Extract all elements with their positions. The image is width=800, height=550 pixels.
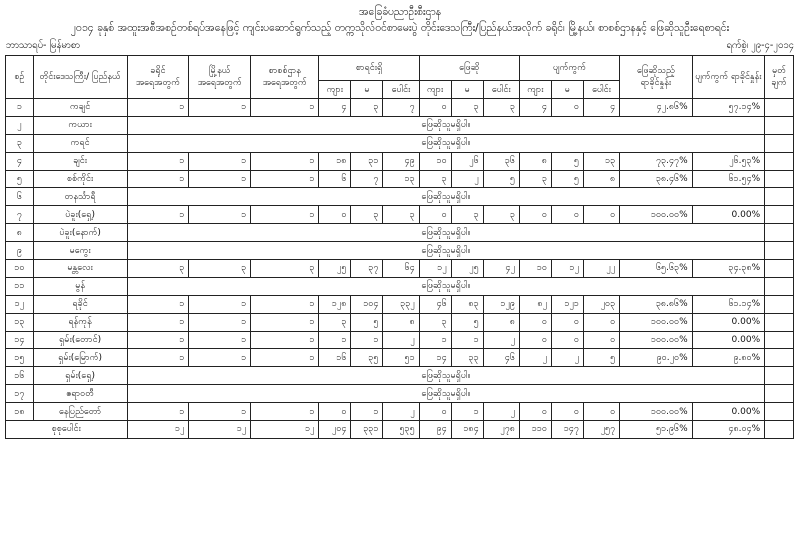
row-remark — [765, 188, 794, 206]
row-ab-t: ၀ — [583, 313, 619, 331]
row-a-m: ၀ — [419, 99, 451, 117]
row-sr: ၈ — [6, 224, 34, 242]
row-township: ၁ — [189, 152, 251, 170]
row-r-f: ၃၅ — [351, 349, 383, 367]
row-remark — [765, 367, 794, 385]
row-ab-m: ၀ — [519, 403, 551, 421]
row-a-f: ၃ — [451, 206, 483, 224]
row-a-f: ၁ — [451, 331, 483, 349]
row-abp: 0.00% — [692, 313, 765, 331]
row-r-t: ၈ — [383, 313, 419, 331]
no-candidates-note: ဖြေဆိုသူမရှိပါ။ — [127, 134, 765, 152]
total-center: ၁၂ — [251, 421, 319, 439]
document-header — [5, 4, 795, 36]
row-district: ၁ — [127, 349, 189, 367]
row-sr: ၁ — [6, 99, 34, 117]
row-r-t: ၄၉ — [383, 152, 419, 170]
row-township: ၁ — [189, 295, 251, 313]
row-r-f: ၃၁ — [351, 152, 383, 170]
row-sr: ၁၁ — [6, 277, 34, 295]
row-ap: ၃၈.၈၆% — [620, 295, 693, 313]
row-remark — [765, 242, 794, 260]
col-abs-total: ပေါင်း — [583, 81, 619, 99]
row-r-m: ၀ — [319, 206, 351, 224]
table-row — [6, 277, 794, 295]
table-row — [6, 152, 794, 170]
row-ab-f: ၀ — [551, 206, 583, 224]
row-remark — [765, 295, 794, 313]
row-ap: ၄၂.၈၆% — [620, 99, 693, 117]
row-a-f: ၂ — [451, 170, 483, 188]
row-r-t: ၂ — [383, 331, 419, 349]
col-center: စာစစ်ဌာန အရေအတွက် — [251, 56, 319, 99]
row-region: ကချင် — [33, 99, 127, 117]
row-r-t: ၂ — [383, 403, 419, 421]
col-reg-male: ကျား — [319, 81, 351, 99]
total-abp: ၄၈.၀၄% — [692, 421, 765, 439]
row-district: ၁ — [127, 295, 189, 313]
row-remark — [765, 170, 794, 188]
table-row — [6, 224, 794, 242]
row-abp: ၅၇.၁၄% — [692, 99, 765, 117]
col-absent-pct: ပျက်ကွက် ရာခိုင်နှုန်း — [692, 56, 765, 99]
row-ap: ၁၀၀.၀၀% — [620, 206, 693, 224]
row-a-m: ၄၆ — [419, 295, 451, 313]
row-remark — [765, 206, 794, 224]
table-row — [6, 134, 794, 152]
row-region: ဧရာဝတီ — [33, 385, 127, 403]
row-ab-m: ၀ — [519, 313, 551, 331]
table-row — [6, 403, 794, 421]
row-remark — [765, 116, 794, 134]
statistics-table — [5, 55, 794, 439]
document-title: ၂၀၁၄ ခုနှစ် အထူးအစီအစဉ်တစ်ရပ်အနေဖြင့် ကျင်းပဆောင်ရွက်သည့် တက္ကသိုလ်ဝင်စာမေးပွဲ တိုင်းဒေသကြီး/ပြည်နယ်အလိုက် ခရိုင်၊ မြို့နယ်၊ စာစစ်ဌာနနှင့် ဖြေဆိုသူဦးရေစာရင်း — [70, 22, 730, 34]
row-ab-m: ၄ — [519, 99, 551, 117]
row-remark — [765, 260, 794, 278]
col-attend-pct: ဖြေဆိုသည့် ရာခိုင်နှုန်း — [620, 56, 693, 99]
row-a-t: ၄၂ — [483, 260, 519, 278]
row-ab-m: ၀ — [519, 331, 551, 349]
table-row — [6, 295, 794, 313]
row-r-t: ၁၃ — [383, 170, 419, 188]
row-r-m: ၆ — [319, 170, 351, 188]
row-sr: ၁၃ — [6, 313, 34, 331]
row-region: ပဲခူး(ရှေ့) — [33, 206, 127, 224]
row-region: ရန်ကုန် — [33, 313, 127, 331]
total-r-m: ၂၀၄ — [319, 421, 351, 439]
row-a-t: ၄၆ — [483, 349, 519, 367]
row-sr: ၇ — [6, 206, 34, 224]
no-candidates-note: ဖြေဆိုသူမရှိပါ။ — [127, 385, 765, 403]
table-row — [6, 206, 794, 224]
row-a-t: ၈ — [483, 313, 519, 331]
table-row — [6, 260, 794, 278]
row-r-f: ၇ — [351, 170, 383, 188]
no-candidates-note: ဖြေဆိုသူမရှိပါ။ — [127, 242, 765, 260]
col-registered: စာရင်းရှိ — [319, 56, 419, 81]
row-ap: ၁၀၀.၀၀% — [620, 313, 693, 331]
row-a-m: ၀ — [419, 206, 451, 224]
row-region: ချင်း — [33, 152, 127, 170]
row-center: ၁ — [251, 170, 319, 188]
row-district: ၁ — [127, 206, 189, 224]
row-district: ၁ — [127, 170, 189, 188]
row-remark — [765, 331, 794, 349]
row-ab-t: ၀ — [583, 331, 619, 349]
row-r-f: ၃ — [351, 99, 383, 117]
total-label: စုစုပေါင်း — [6, 421, 128, 439]
row-region: နေပြည်တော် — [33, 403, 127, 421]
row-center: ၁ — [251, 313, 319, 331]
col-region: တိုင်းဒေသကြီး/ ပြည်နယ် — [33, 56, 127, 99]
total-district: ၁၂ — [127, 421, 189, 439]
table-row — [6, 385, 794, 403]
row-r-t: ၇ — [383, 99, 419, 117]
total-ab-m: ၁၁၀ — [519, 421, 551, 439]
row-region: မန္တလေး — [33, 260, 127, 278]
row-ab-t: ၀ — [583, 403, 619, 421]
row-township: ၁ — [189, 170, 251, 188]
row-abp: 0.00% — [692, 206, 765, 224]
row-region: စစ်ကိုင်း — [33, 170, 127, 188]
row-abp: 0.00% — [692, 403, 765, 421]
row-a-m: ၃ — [419, 170, 451, 188]
col-att-total: ပေါင်း — [483, 81, 519, 99]
row-a-t: ၃ — [483, 206, 519, 224]
row-a-f: ၃ — [451, 99, 483, 117]
row-ab-f: ၁၂ — [551, 260, 583, 278]
row-sr: ၅ — [6, 170, 34, 188]
row-region: မကွေး — [33, 242, 127, 260]
row-abp: ၉.၈၀% — [692, 349, 765, 367]
row-region: ရှမ်း(တောင်) — [33, 331, 127, 349]
row-district: ၁ — [127, 403, 189, 421]
col-sr: စဉ် — [6, 56, 34, 99]
row-remark — [765, 349, 794, 367]
row-a-f: ၅ — [451, 313, 483, 331]
row-ab-f: ၀ — [551, 403, 583, 421]
total-ab-t: ၂၅၇ — [583, 421, 619, 439]
row-ab-m: ၈၂ — [519, 295, 551, 313]
row-abp: ၆၁.၁၄% — [692, 295, 765, 313]
row-a-t: ၁၂၉ — [483, 295, 519, 313]
row-a-m: ၀ — [419, 403, 451, 421]
row-region: တနင်္သာရီ — [33, 188, 127, 206]
row-remark — [765, 99, 794, 117]
row-region: ရှမ်း(ရှေ့) — [33, 367, 127, 385]
row-ap: ၁၀၀.၀၀% — [620, 403, 693, 421]
row-a-f: ၈၃ — [451, 295, 483, 313]
row-a-m: ၃ — [419, 313, 451, 331]
row-r-f: ၅ — [351, 313, 383, 331]
row-ap: ၃၈.၄၆% — [620, 170, 693, 188]
col-abs-female: မ — [551, 81, 583, 99]
row-ab-f: ၅ — [551, 170, 583, 188]
table-row — [6, 313, 794, 331]
row-ab-t: ၂၀၃ — [583, 295, 619, 313]
row-ap: ၇၃.၄၇% — [620, 152, 693, 170]
row-remark — [765, 385, 794, 403]
row-sr: ၂ — [6, 116, 34, 134]
row-ab-f: ၀ — [551, 99, 583, 117]
row-r-t: ၆၄ — [383, 260, 419, 278]
total-remark — [765, 421, 794, 439]
row-township: ၃ — [189, 260, 251, 278]
row-district: ၃ — [127, 260, 189, 278]
total-a-m: ၉၄ — [419, 421, 451, 439]
row-township: ၁ — [189, 349, 251, 367]
row-ab-t: ၂၂ — [583, 260, 619, 278]
row-region: မွန် — [33, 277, 127, 295]
row-center: ၁ — [251, 99, 319, 117]
row-remark — [765, 313, 794, 331]
row-r-t: ၃ — [383, 206, 419, 224]
row-r-f: ၃ — [351, 206, 383, 224]
col-att-female: မ — [451, 81, 483, 99]
row-sr: ၁၇ — [6, 385, 34, 403]
table-row — [6, 367, 794, 385]
table-row — [6, 170, 794, 188]
row-center: ၁ — [251, 152, 319, 170]
row-ab-t: ၅ — [583, 349, 619, 367]
table-row — [6, 116, 794, 134]
row-ab-f: ၀ — [551, 331, 583, 349]
row-township: ၁ — [189, 99, 251, 117]
row-a-t: ၂ — [483, 331, 519, 349]
no-candidates-note: ဖြေဆိုသူမရှိပါ။ — [127, 188, 765, 206]
row-ab-m: ၀ — [519, 206, 551, 224]
col-district: ခရိုင် အရေအတွက် — [127, 56, 189, 99]
row-sr: ၄ — [6, 152, 34, 170]
row-r-t: ၅၁ — [383, 349, 419, 367]
row-sr: ၉ — [6, 242, 34, 260]
col-reg-total: ပေါင်း — [383, 81, 419, 99]
row-r-m: ၃ — [319, 313, 351, 331]
row-district: ၁ — [127, 331, 189, 349]
row-district: ၁ — [127, 152, 189, 170]
row-r-m: ၄ — [319, 99, 351, 117]
row-a-t: ၃ — [483, 99, 519, 117]
row-region: ကရင် — [33, 134, 127, 152]
row-center: ၁ — [251, 403, 319, 421]
row-region: ရှမ်း(မြောက်) — [33, 349, 127, 367]
no-candidates-note: ဖြေဆိုသူမရှိပါ။ — [127, 224, 765, 242]
row-a-f: ၂၅ — [451, 260, 483, 278]
col-attended: ဖြေဆို — [419, 56, 519, 81]
row-remark — [765, 403, 794, 421]
row-ap: ၉၀.၂၀% — [620, 349, 693, 367]
row-abp: 0.00% — [692, 331, 765, 349]
table-body — [6, 99, 794, 439]
row-center: ၁ — [251, 349, 319, 367]
row-ab-t: ၄ — [583, 99, 619, 117]
row-ab-f: ၀ — [551, 313, 583, 331]
row-r-m: ၁၂၈ — [319, 295, 351, 313]
row-center: ၁ — [251, 295, 319, 313]
total-a-f: ၁၈၄ — [451, 421, 483, 439]
row-a-t: ၃၆ — [483, 152, 519, 170]
row-sr: ၁၆ — [6, 367, 34, 385]
row-center: ၃ — [251, 260, 319, 278]
row-abp: ၃၄.၃၈% — [692, 260, 765, 278]
row-remark — [765, 134, 794, 152]
row-sr: ၁၈ — [6, 403, 34, 421]
row-a-m: ၁၄ — [419, 349, 451, 367]
row-r-m: ၁၆ — [319, 349, 351, 367]
row-r-m: ၁၈ — [319, 152, 351, 170]
col-abs-male: ကျား — [519, 81, 551, 99]
col-remark: မှတ် ချက် — [765, 56, 794, 99]
row-r-f: ၃၇ — [351, 260, 383, 278]
row-a-m: ၁၀ — [419, 152, 451, 170]
row-township: ၁ — [189, 313, 251, 331]
row-center: ၁ — [251, 206, 319, 224]
row-a-t: ၅ — [483, 170, 519, 188]
row-r-f: ၁၀၄ — [351, 295, 383, 313]
total-a-t: ၂၇၈ — [483, 421, 519, 439]
row-a-m: ၁ — [419, 331, 451, 349]
no-candidates-note: ဖြေဆိုသူမရှိပါ။ — [127, 277, 765, 295]
row-r-f: ၁ — [351, 403, 383, 421]
row-abp: ၂၆.၅၃% — [692, 152, 765, 170]
table-row — [6, 99, 794, 117]
org-name: အခြေခံပညာဦးစီးဌာန — [358, 6, 442, 18]
total-r-f: ၃၃၁ — [351, 421, 383, 439]
row-sr: ၃ — [6, 134, 34, 152]
col-absent: ပျက်ကွက် — [519, 56, 619, 81]
table-row — [6, 331, 794, 349]
table-row — [6, 349, 794, 367]
col-reg-female: မ — [351, 81, 383, 99]
total-ap: ၅၁.၉၆% — [620, 421, 693, 439]
row-district: ၁ — [127, 313, 189, 331]
total-r-t: ၅၃၅ — [383, 421, 419, 439]
subject-label: ဘာသာရပ်- မြန်မာစာ — [6, 40, 80, 51]
table-row — [6, 188, 794, 206]
row-township: ၁ — [189, 403, 251, 421]
row-district: ၁ — [127, 99, 189, 117]
row-ab-m: ၁၀ — [519, 260, 551, 278]
row-ab-t: ၁၃ — [583, 152, 619, 170]
no-candidates-note: ဖြေဆိုသူမရှိပါ။ — [127, 367, 765, 385]
row-a-f: ၃၃ — [451, 349, 483, 367]
total-row — [6, 421, 794, 439]
table-header — [6, 56, 794, 99]
row-township: ၁ — [189, 331, 251, 349]
total-township: ၁၂ — [189, 421, 251, 439]
col-att-male: ကျား — [419, 81, 451, 99]
row-remark — [765, 277, 794, 295]
row-ab-m: ၈ — [519, 152, 551, 170]
row-ab-f: ၅ — [551, 152, 583, 170]
row-abp: ၆၁.၅၄% — [692, 170, 765, 188]
row-a-m: ၁၂ — [419, 260, 451, 278]
row-sr: ၁၄ — [6, 331, 34, 349]
table-row — [6, 242, 794, 260]
col-township: မြို့နယ် အရေအတွက် — [189, 56, 251, 99]
row-a-f: ၁ — [451, 403, 483, 421]
row-r-m: ၁ — [319, 331, 351, 349]
row-ab-f: ၂ — [551, 349, 583, 367]
row-ab-m: ၃ — [519, 170, 551, 188]
row-a-f: ၂၆ — [451, 152, 483, 170]
row-region: ပဲခူး(နောက်) — [33, 224, 127, 242]
row-ap: ၆၅.၆၃% — [620, 260, 693, 278]
row-sr: ၁၂ — [6, 295, 34, 313]
row-township: ၁ — [189, 206, 251, 224]
row-a-t: ၂ — [483, 403, 519, 421]
row-remark — [765, 224, 794, 242]
row-sr: ၆ — [6, 188, 34, 206]
row-r-f: ၁ — [351, 331, 383, 349]
row-region: ရခိုင် — [33, 295, 127, 313]
row-center: ၁ — [251, 331, 319, 349]
total-ab-f: ၁၄၇ — [551, 421, 583, 439]
row-ab-f: ၁၂၁ — [551, 295, 583, 313]
row-ab-m: ၂ — [519, 349, 551, 367]
row-ap: ၁၀၀.၀၀% — [620, 331, 693, 349]
row-ab-t: ၈ — [583, 170, 619, 188]
row-sr: ၁၀ — [6, 260, 34, 278]
row-r-t: ၃၃၂ — [383, 295, 419, 313]
row-r-m: ၀ — [319, 403, 351, 421]
row-remark — [765, 152, 794, 170]
date-label: ရက်စွဲ၊ ၂၉-၄-၂၀၁၄ — [726, 40, 794, 51]
row-region: ကယား — [33, 116, 127, 134]
row-r-m: ၂၅ — [319, 260, 351, 278]
row-sr: ၁၅ — [6, 349, 34, 367]
no-candidates-note: ဖြေဆိုသူမရှိပါ။ — [127, 116, 765, 134]
row-ab-t: ၀ — [583, 206, 619, 224]
meta-line — [5, 38, 795, 53]
